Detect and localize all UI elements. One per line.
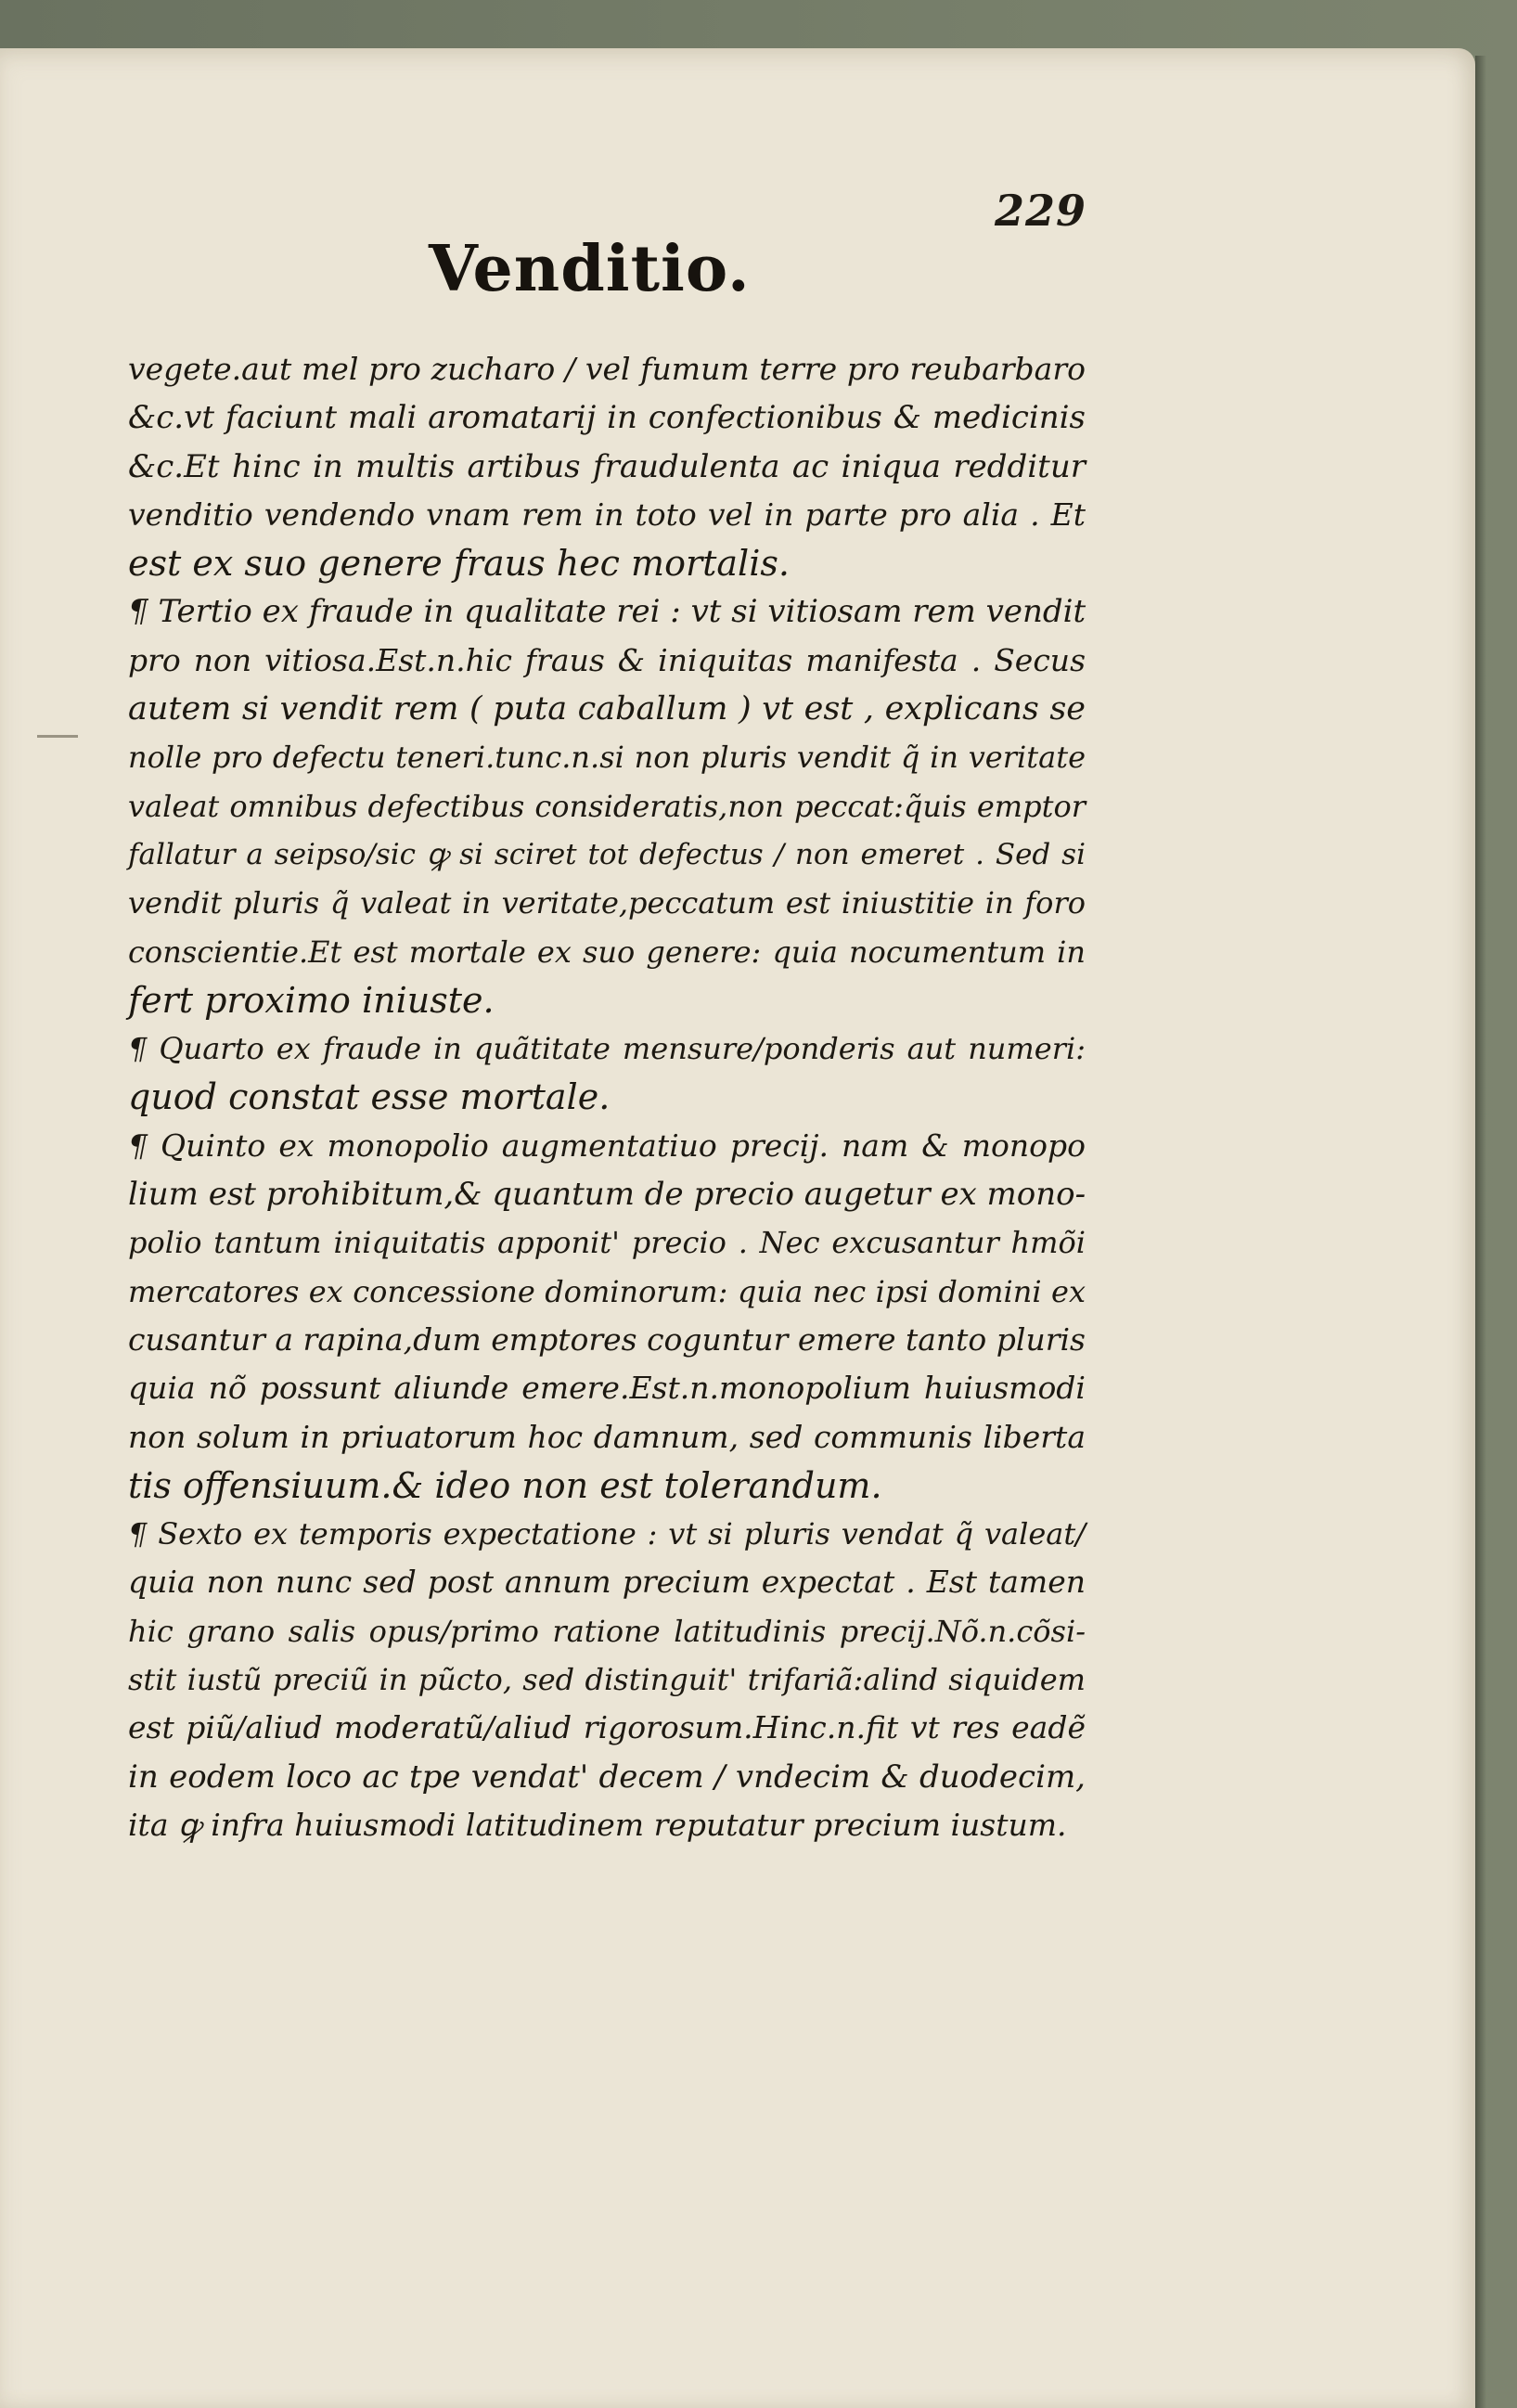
text-line: ¶ Quarto ex fraude in quãtitate mensure/ponderis aut numeri:	[128, 1031, 1086, 1067]
text-line: fallatur a seipso/sic ꝙ si sciret tot defectus / non emeret . Sed si	[128, 837, 1086, 871]
text-line: quia non nunc sed post annum precium expectat . Est tamen	[128, 1564, 1086, 1601]
text-line: pro non vitiosa.Est.n.hic fraus & iniquitas manifesta . Secus	[128, 641, 1086, 678]
page-number: 229	[995, 186, 1087, 236]
text-line: vendit pluris q̃ valeat in veritate,peccatum est iniustitie in foro	[128, 885, 1086, 921]
text-line: stit iustũ preciũ in pũcto, sed distinguit' trifariã:alind siquidem	[128, 1662, 1086, 1698]
text-line: ¶ Quinto ex monopolio augmentatiuo precij. nam & monopo	[128, 1127, 1086, 1164]
text-line: mercatores ex concessione dominorum: quia nec ipsi domini ex	[128, 1273, 1086, 1309]
page-shadow-edge	[1475, 56, 1486, 2408]
text-line: est ex suo genere fraus hec mortalis.	[128, 543, 790, 585]
text-line: valeat omnibus defectibus consideratis,non peccat:q̃uis emptor	[128, 788, 1086, 824]
text-line: tis offensiuum.& ideo non est tolerandum.	[128, 1464, 882, 1506]
text-line: vegete.aut mel pro zucharo / vel fumum terre pro reubarbaro	[128, 351, 1086, 387]
text-line: ¶ Sexto ex temporis expectatione : vt si pluris vendat q̃ valeat/	[128, 1516, 1086, 1552]
text-line: ¶ Tertio ex fraude in qualitate rei : vt si vitiosam rem vendit	[128, 593, 1086, 631]
text-line: &c.vt faciunt mali aromatarij in confectionibus & medicinis	[128, 399, 1086, 437]
text-line: fert proximo iniuste.	[128, 979, 495, 1021]
text-line: hic grano salis opus/primo ratione latitudinis precij.Nõ.n.cõsi-	[128, 1613, 1086, 1649]
text-line: lium est prohibitum,& quantum de precio augetur ex mono-	[128, 1176, 1086, 1214]
text-line: in eodem loco ac tpe vendat' decem / vndecim & duodecim,	[128, 1758, 1086, 1796]
text-line: nolle pro defectu teneri.tunc.n.si non pluris vendit q̃ in veritate	[128, 740, 1086, 776]
text-line: &c.Et hinc in multis artibus fraudulenta ac iniqua redditur	[128, 447, 1086, 485]
text-line: non solum in priuatorum hoc damnum, sed communis liberta	[128, 1418, 1086, 1455]
text-line: autem si vendit rem ( puta caballum ) vt est , explicans se	[128, 690, 1086, 728]
text-line: cusantur a rapina,dum emptores coguntur emere tanto pluris	[128, 1320, 1086, 1358]
text-line: quia nõ possunt aliunde emere.Est.n.monopolium huiusmodi	[128, 1370, 1086, 1407]
text-line: polio tantum iniquitatis apponit' precio . Nec excusantur hmõi	[128, 1225, 1086, 1261]
gutter-mark	[37, 735, 78, 738]
running-head: Venditio.	[429, 232, 751, 306]
text-line: ita ꝙ infra huiusmodi latitudinem reputatur precium iustum.	[128, 1806, 1067, 1843]
text-line: conscientie.Et est mortale ex suo genere: quia nocumentum in	[128, 934, 1086, 970]
text-line: quod constat esse mortale.	[128, 1076, 611, 1118]
body-text	[128, 345, 1086, 1849]
text-line: est piũ/aliud moderatũ/aliud rigorosum.Hinc.n.fit vt res eadẽ	[128, 1709, 1086, 1746]
text-line: venditio vendendo vnam rem in toto vel in parte pro alia . Et	[128, 496, 1086, 533]
